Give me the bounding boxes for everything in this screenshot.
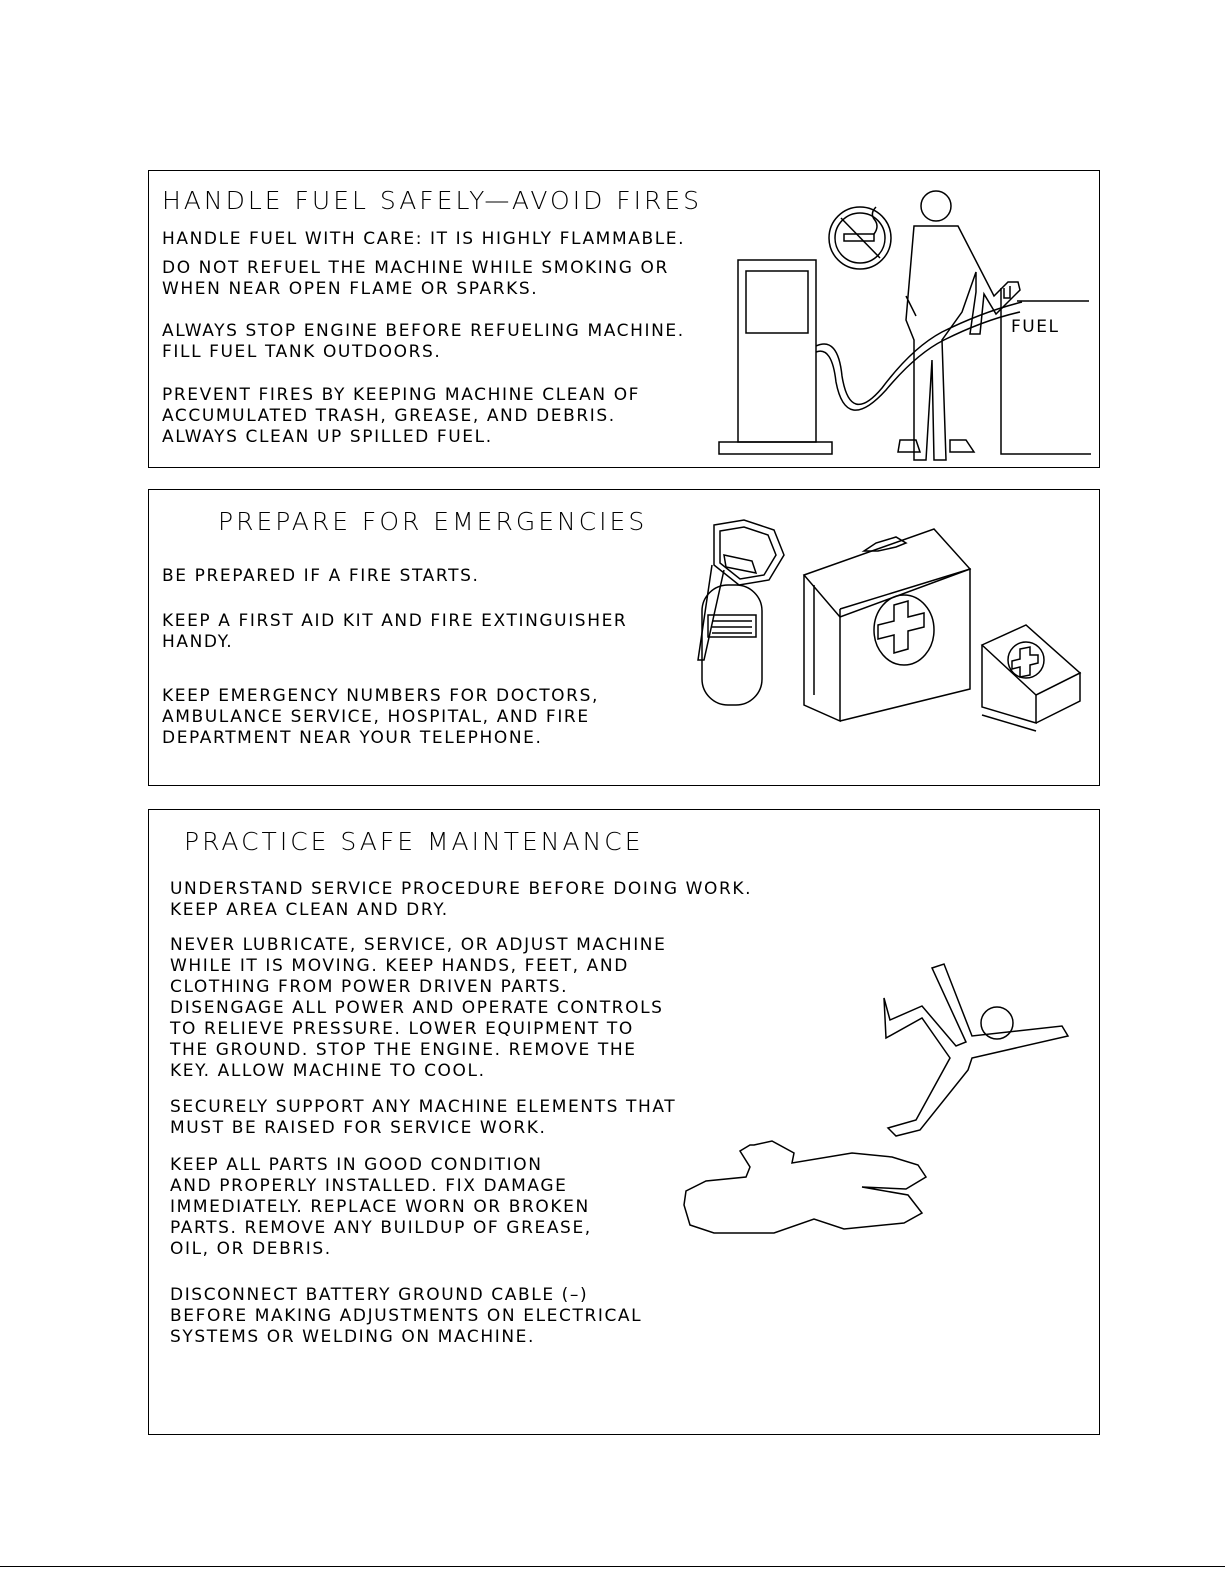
text-line: IMMEDIATELY. REPLACE WORN OR BROKEN bbox=[170, 1197, 590, 1217]
fuel-tank-icon bbox=[1001, 286, 1091, 454]
maintenance-paragraph-4 bbox=[170, 1155, 592, 1260]
maintenance-paragraph-1 bbox=[170, 879, 752, 921]
text-line: SYSTEMS OR WELDING ON MACHINE. bbox=[170, 1327, 535, 1347]
fuel-safety-panel bbox=[148, 170, 1100, 468]
text-line: FILL FUEL TANK OUTDOORS. bbox=[162, 342, 442, 362]
fuel-safety-paragraph-2 bbox=[162, 258, 669, 300]
text-line: HANDLE FUEL WITH CARE: IT IS HIGHLY FLAMMABLE. bbox=[162, 229, 686, 249]
maintenance-paragraph-5 bbox=[170, 1285, 642, 1348]
text-line: ACCUMULATED TRASH, GREASE, AND DEBRIS. bbox=[162, 406, 616, 426]
maintenance-panel bbox=[148, 809, 1100, 1435]
text-line: PARTS. REMOVE ANY BUILDUP OF GREASE, bbox=[170, 1218, 592, 1238]
fuel-safety-paragraph-3 bbox=[162, 321, 685, 363]
text-line: DO NOT REFUEL THE MACHINE WHILE SMOKING OR bbox=[162, 258, 669, 278]
emergency-paragraph-3 bbox=[162, 686, 599, 749]
text-line: DEPARTMENT NEAR YOUR TELEPHONE. bbox=[162, 728, 543, 748]
text-line: WHILE IT IS MOVING. KEEP HANDS, FEET, AND bbox=[170, 956, 629, 976]
emergency-panel bbox=[148, 489, 1100, 786]
maintenance-paragraph-2 bbox=[170, 935, 666, 1082]
text-line: HANDY. bbox=[162, 632, 234, 652]
text-line: SECURELY SUPPORT ANY MACHINE ELEMENTS THAT bbox=[170, 1097, 677, 1117]
fuel-safety-title: HANDLE FUEL SAFELY—AVOID FIRES bbox=[162, 186, 703, 215]
text-line: BE PREPARED IF A FIRE STARTS. bbox=[162, 566, 480, 586]
text-line: NEVER LUBRICATE, SERVICE, OR ADJUST MACHINE bbox=[170, 935, 667, 955]
text-line: ALWAYS STOP ENGINE BEFORE REFUELING MACHINE. bbox=[162, 321, 685, 341]
fuel-label: FUEL bbox=[1011, 317, 1060, 337]
text-line: AMBULANCE SERVICE, HOSPITAL, AND FIRE bbox=[162, 707, 590, 727]
emergency-illustration bbox=[684, 515, 1089, 760]
first-aid-kit-icon bbox=[804, 529, 970, 721]
text-line: DISENGAGE ALL POWER AND OPERATE CONTROLS bbox=[170, 998, 664, 1018]
emergency-paragraph-2 bbox=[162, 611, 627, 653]
text-line: KEEP EMERGENCY NUMBERS FOR DOCTORS, bbox=[162, 686, 599, 706]
text-line: OIL, OR DEBRIS. bbox=[170, 1239, 332, 1259]
text-line: THE GROUND. STOP THE ENGINE. REMOVE THE bbox=[170, 1040, 637, 1060]
text-line: AND PROPERLY INSTALLED. FIX DAMAGE bbox=[170, 1176, 568, 1196]
text-line: KEEP AREA CLEAN AND DRY. bbox=[170, 900, 449, 920]
page-bottom-rule bbox=[0, 1566, 1225, 1567]
maintenance-paragraph-3 bbox=[170, 1097, 676, 1139]
slip-illustration bbox=[674, 960, 1074, 1245]
text-line: DISCONNECT BATTERY GROUND CABLE (–) bbox=[170, 1285, 589, 1305]
slipping-person-icon bbox=[884, 964, 1068, 1136]
text-line: KEEP A FIRST AID KIT AND FIRE EXTINGUISHER bbox=[162, 611, 628, 631]
text-line: UNDERSTAND SERVICE PROCEDURE BEFORE DOING WORK. bbox=[170, 879, 753, 899]
maintenance-title: PRACTICE SAFE MAINTENANCE bbox=[184, 827, 644, 856]
text-line: MUST BE RAISED FOR SERVICE WORK. bbox=[170, 1118, 547, 1138]
text-line: KEEP ALL PARTS IN GOOD CONDITION bbox=[170, 1155, 543, 1175]
emergency-title: PREPARE FOR EMERGENCIES bbox=[218, 507, 648, 536]
emergency-paragraph-1 bbox=[162, 566, 479, 587]
fuel-safety-paragraph-1 bbox=[162, 229, 685, 250]
text-line: TO RELIEVE PRESSURE. LOWER EQUIPMENT TO bbox=[170, 1019, 634, 1039]
fire-extinguisher-icon bbox=[698, 520, 784, 705]
text-line: BEFORE MAKING ADJUSTMENTS ON ELECTRICAL bbox=[170, 1306, 643, 1326]
no-smoking-icon bbox=[829, 207, 891, 269]
fuel-safety-paragraph-4 bbox=[162, 385, 640, 448]
text-line: KEY. ALLOW MACHINE TO COOL. bbox=[170, 1061, 486, 1081]
text-line: ALWAYS CLEAN UP SPILLED FUEL. bbox=[162, 427, 493, 447]
first-aid-box-icon bbox=[982, 625, 1080, 731]
text-line: CLOTHING FROM POWER DRIVEN PARTS. bbox=[170, 977, 569, 997]
oil-spill-icon bbox=[684, 1141, 926, 1233]
text-line: PREVENT FIRES BY KEEPING MACHINE CLEAN OF bbox=[162, 385, 641, 405]
text-line: WHEN NEAR OPEN FLAME OR SPARKS. bbox=[162, 279, 539, 299]
